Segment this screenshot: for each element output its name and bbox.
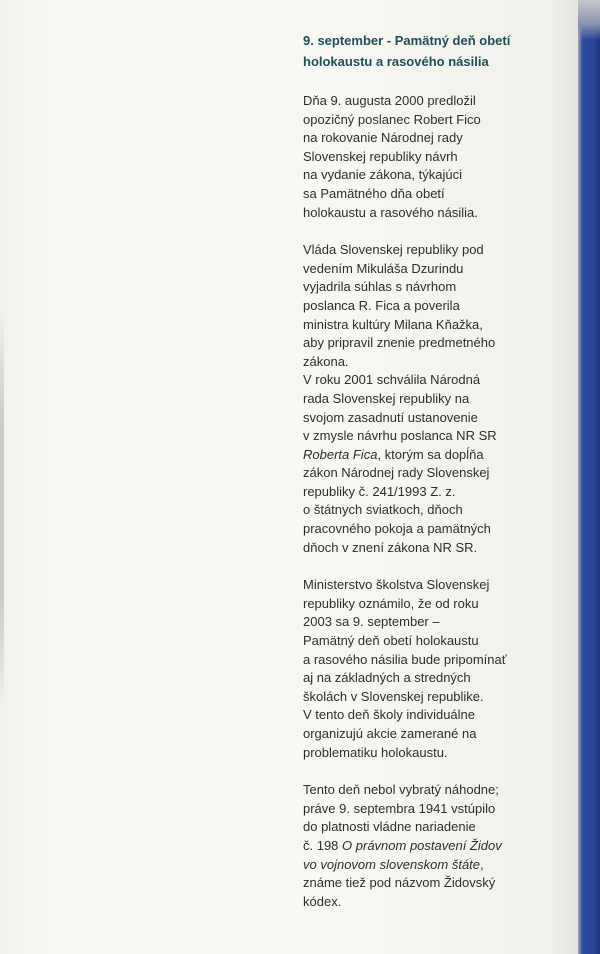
title-line: holokaustu a rasového násilia xyxy=(303,54,489,69)
text-line: holokaustu a rasového násilia. xyxy=(303,204,478,220)
text-fragment: , xyxy=(480,856,484,872)
text-line: pracovného pokoja a pamätných xyxy=(303,521,491,537)
text-line-mixed xyxy=(303,856,578,875)
text-line: zákona. xyxy=(303,353,349,369)
text-line: ministra kultúry Milana Kňažka, xyxy=(303,316,483,332)
text-line: Dňa 9. augusta 2000 predložil xyxy=(303,93,476,108)
text-line: sa Pamätného dňa obetí xyxy=(303,185,445,201)
text-line: problematiku holokaustu. xyxy=(303,744,448,760)
text-line: Slovenskej republiky návrh xyxy=(303,148,458,164)
text-line: V tento deň školy individuálne xyxy=(303,707,476,723)
title-line: 9. september - Pamätný deň obetí xyxy=(303,33,511,48)
text-line: a rasového násilia bude pripomínať xyxy=(303,651,507,667)
page-title xyxy=(303,30,578,72)
text-line: opozičný poslanec Robert Fico xyxy=(303,111,481,127)
text-line: svojom zasadnutí ustanovenie xyxy=(303,409,478,425)
text-line: organizujú akcie zamerané na xyxy=(303,726,477,741)
text-line: 2003 sa 9. september – xyxy=(303,614,440,630)
text-line: republiky oznámilo, že od roku xyxy=(303,595,479,611)
paragraph-2 xyxy=(303,241,578,371)
italic-name: Roberta Fica xyxy=(303,446,378,462)
text-line: Vláda Slovenskej republiky pod xyxy=(303,242,484,258)
text-fragment: č. 198 xyxy=(303,837,343,853)
text-line: Ministerstvo školstva Slovenskej xyxy=(303,577,490,593)
text-line: práve 9. septembra 1941 vstúpilo xyxy=(303,800,496,816)
text-line: V roku 2001 schválila Národná xyxy=(303,372,481,388)
text-line: na vydanie zákona, týkajúci xyxy=(303,167,462,183)
paragraph-1 xyxy=(303,92,578,222)
text-line: na rokovanie Národnej rady xyxy=(303,130,463,146)
text-fragment: , ktorým sa dopĺňa xyxy=(377,446,484,462)
text-line: vedením Mikuláša Dzurindu xyxy=(303,260,464,276)
text-line: rada Slovenskej republiky na xyxy=(303,390,470,406)
book-spine xyxy=(578,0,600,954)
text-line: známe tiež pod názvom Židovský xyxy=(303,875,496,891)
text-line: školách v Slovenskej republike. xyxy=(303,688,484,704)
text-line: republiky č. 241/1993 Z. z. xyxy=(303,483,456,499)
text-line: do platnosti vládne nariadenie xyxy=(303,819,476,835)
text-line: Tento deň nebol vybratý náhodne; xyxy=(303,782,499,798)
text-line: aby pripravil znenie predmetného xyxy=(303,335,496,351)
text-line: o štátnych sviatkoch, dňoch xyxy=(303,502,463,518)
text-line: dňoch v znení zákona NR SR. xyxy=(303,539,478,555)
text-line: vyjadrila súhlas s návrhom xyxy=(303,279,457,295)
text-line: poslanca R. Fica a poverila xyxy=(303,297,460,313)
paragraph-3 xyxy=(303,371,578,557)
text-line: aj na základných a stredných xyxy=(303,670,471,686)
text-line-mixed xyxy=(303,446,578,465)
paragraph-5 xyxy=(303,781,578,911)
page-edge-shadow xyxy=(0,310,4,710)
text-line: Pamätný deň obetí holokaustu xyxy=(303,633,479,649)
spine-top-shadow xyxy=(578,0,600,40)
italic-title: O právnom postavení Židov xyxy=(342,837,502,853)
text-line: zákon Národnej rady Slovenskej xyxy=(303,465,490,481)
paragraph-4 xyxy=(303,576,578,762)
text-column xyxy=(303,30,578,930)
text-line-mixed xyxy=(303,837,578,856)
text-line: kódex. xyxy=(303,893,342,909)
text-line: v zmysle návrhu poslanca NR SR xyxy=(303,428,497,444)
italic-title: vo vojnovom slovenskom štáte xyxy=(303,856,481,872)
